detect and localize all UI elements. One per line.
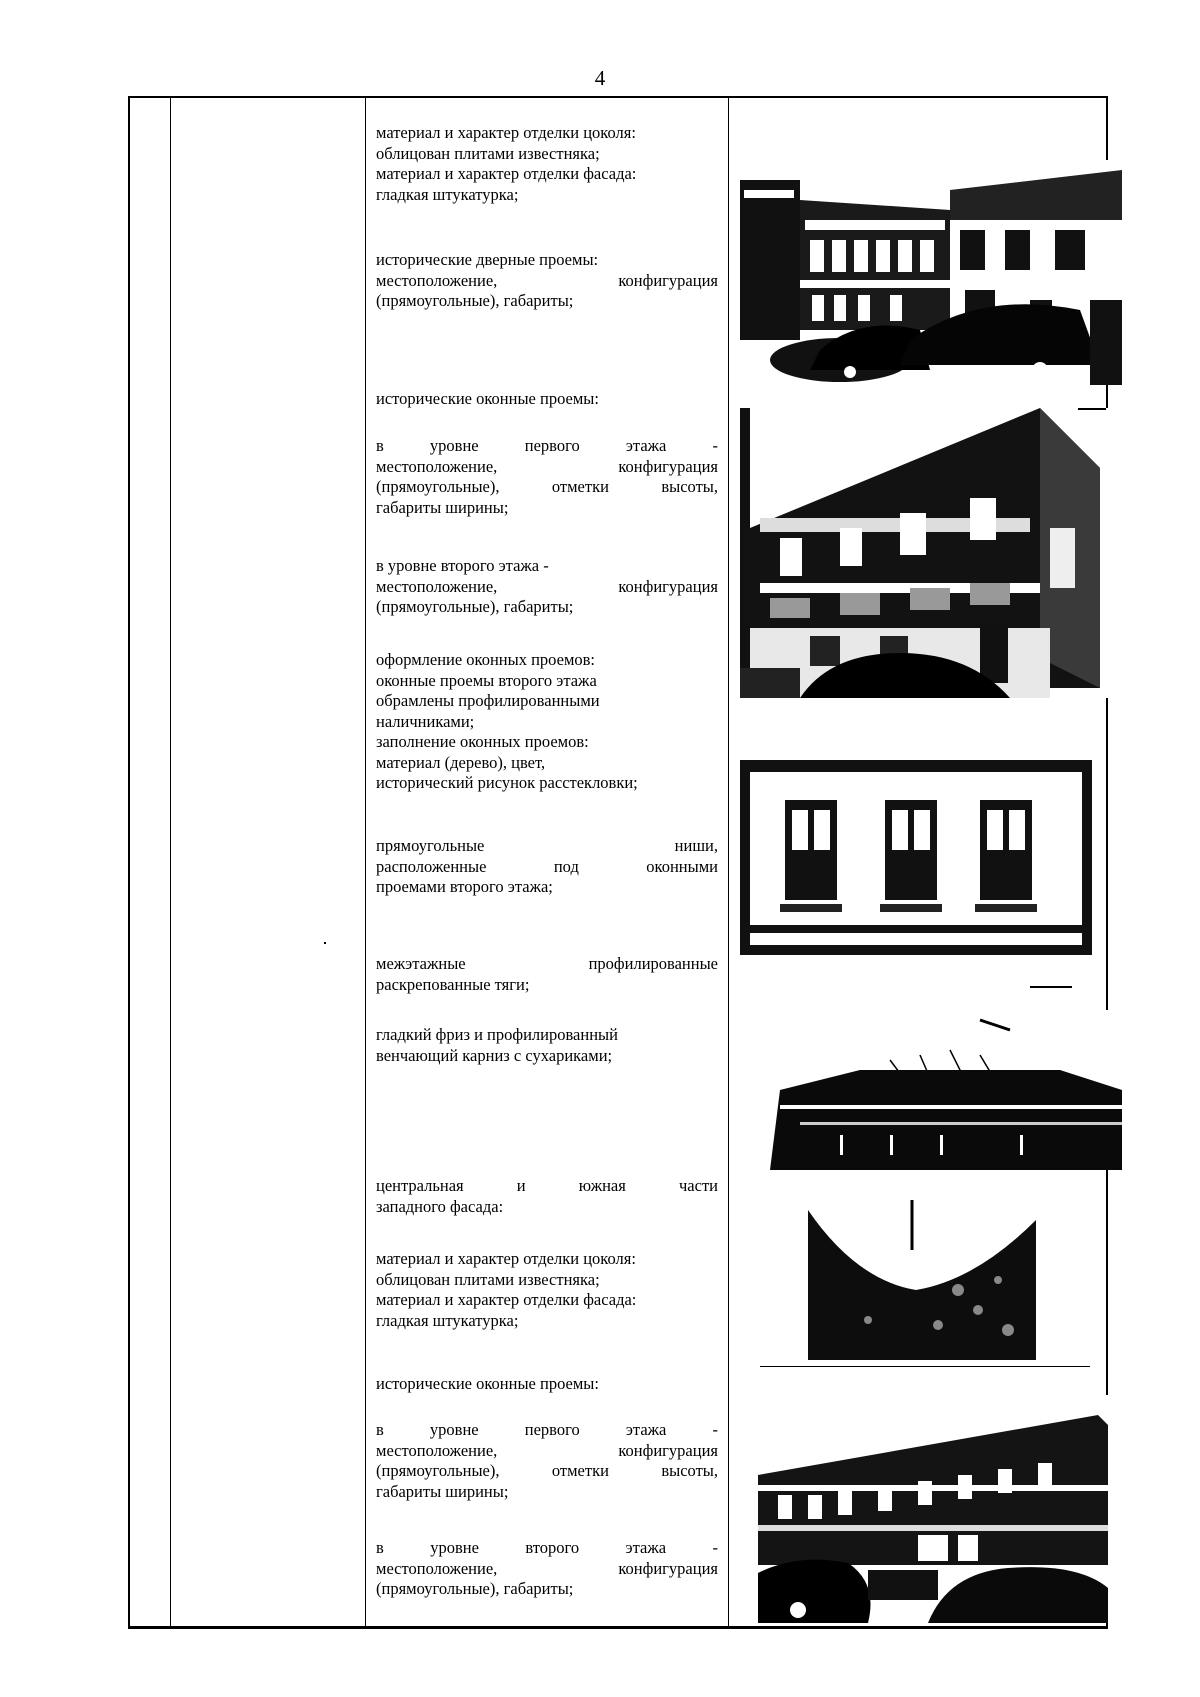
text-block	[376, 1176, 718, 1217]
text-line: оформление оконных проемов:	[376, 650, 596, 669]
text-line: габариты ширины;	[376, 1481, 509, 1501]
text-line: в уровне второго этажа -	[376, 556, 549, 575]
cornice-photo-detail	[740, 1010, 1122, 1170]
text-block	[376, 250, 718, 312]
windows-photo-detail	[740, 760, 1092, 955]
text-line: прямоугольные ниши,	[376, 836, 718, 855]
text-block	[376, 556, 718, 618]
text-line: местоположение, конфигурация	[376, 1440, 718, 1460]
text-block	[376, 954, 718, 995]
text-line: материал и характер отделки цоколя:	[376, 1249, 636, 1268]
text-line: исторический рисунок расстекловки;	[376, 773, 638, 792]
text-line: оконные проемы второго этажа	[376, 670, 597, 690]
text-line: габариты ширины;	[376, 497, 509, 517]
text-line: гладкий фриз и профилированный	[376, 1025, 618, 1044]
divider-line	[760, 1366, 1090, 1367]
column-divider-1	[170, 96, 171, 1629]
text-block	[376, 1538, 718, 1600]
text-line: облицован плитами известняка;	[376, 143, 600, 163]
text-line: в уровне второго этажа -	[376, 1538, 718, 1557]
text-line: заполнение оконных проемов:	[376, 732, 589, 751]
text-block	[376, 1420, 718, 1502]
text-line: материал и характер отделки цоколя:	[376, 123, 636, 142]
text-block	[376, 1025, 718, 1066]
text-line: (прямоугольные), габариты;	[376, 1579, 574, 1598]
text-line: материал (дерево), цвет,	[376, 752, 546, 772]
text-line: венчающий карниз с сухариками;	[376, 1045, 613, 1065]
text-block	[376, 389, 718, 410]
text-line: межэтажные профилированные	[376, 954, 718, 973]
column-divider-3	[728, 96, 729, 1629]
text-block	[376, 436, 718, 518]
facade-photo-street-2	[758, 1395, 1108, 1623]
text-line: исторические оконные проемы:	[376, 1374, 599, 1393]
facade-photo-corner	[740, 408, 1122, 698]
text-line: гладкая штукатурка;	[376, 184, 519, 204]
text-line: материал и характер отделки фасада:	[376, 1290, 637, 1309]
text-line: раскрепованные тяги;	[376, 974, 530, 994]
text-line: местоположение, конфигурация	[376, 456, 718, 476]
text-line: расположенные под оконными	[376, 856, 718, 876]
text-line: наличниками;	[376, 711, 475, 731]
text-block	[376, 836, 718, 898]
text-line: (прямоугольные), габариты;	[376, 291, 574, 310]
text-line: гладкая штукатурка;	[376, 1310, 519, 1330]
text-line: обрамлены профилированными	[376, 691, 600, 710]
text-line: центральная и южная части	[376, 1176, 718, 1195]
text-line: местоположение, конфигурация	[376, 270, 718, 290]
text-line: материал и характер отделки фасада:	[376, 164, 637, 183]
text-block	[376, 1374, 718, 1395]
scan-mark-1	[1078, 408, 1106, 410]
text-line: исторические дверные проемы:	[376, 250, 599, 269]
text-line: проемами второго этажа;	[376, 877, 553, 896]
trees-photo	[808, 1200, 1036, 1360]
column-divider-2	[365, 96, 366, 1629]
text-line: (прямоугольные), отметки высоты,	[376, 1461, 718, 1480]
scan-mark-3	[324, 942, 326, 944]
text-line: исторические оконные проемы:	[376, 389, 599, 408]
text-line: местоположение, конфигурация	[376, 576, 718, 596]
text-block	[376, 1249, 718, 1331]
text-block	[376, 123, 718, 205]
text-line: (прямоугольные), габариты;	[376, 597, 574, 616]
text-line: облицован плитами известняка;	[376, 1269, 600, 1289]
text-line: в уровне первого этажа -	[376, 436, 718, 455]
scan-mark-2	[1030, 986, 1072, 988]
text-block	[376, 650, 718, 794]
text-line: западного фасада:	[376, 1196, 504, 1216]
facade-photo-street	[740, 160, 1122, 385]
text-line: в уровне первого этажа -	[376, 1420, 718, 1439]
text-line: местоположение, конфигурация	[376, 1558, 718, 1578]
page-number: 4	[594, 66, 606, 90]
text-line: (прямоугольные), отметки высоты,	[376, 477, 718, 496]
